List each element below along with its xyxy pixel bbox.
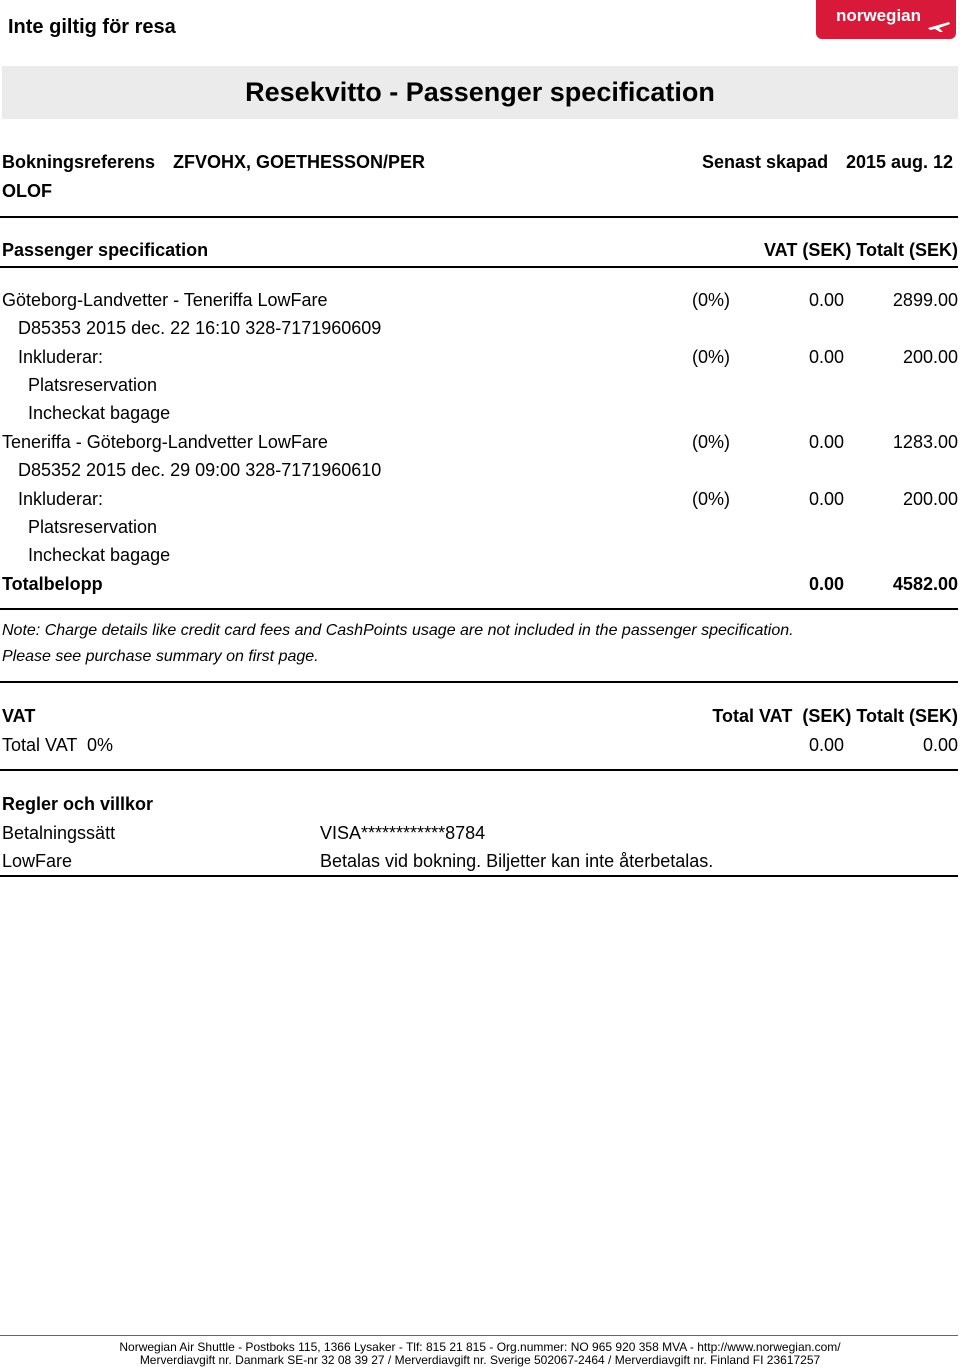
plane-icon	[927, 19, 951, 33]
spec-row-pct: (0%)	[692, 432, 731, 452]
footer-line-2: Merverdiavgift nr. Danmark SE-nr 32 08 39 27 / Merverdiavgift nr. Sverige 502067-2464 / Merverdiavgift nr. Finland FI 23617257	[139, 1353, 821, 1367]
terms-row-value: Betalas vid bokning. Biljetter kan inte återbetalas.	[320, 851, 714, 871]
note-line-1: Note: Charge details like credit card fees and CashPoints usage are not included in the passenger specification.	[2, 622, 794, 639]
vat-row-total: 0.00	[922, 735, 958, 755]
spec-row-label: Teneriffa - Göteborg-Landvetter LowFare	[2, 432, 328, 452]
spec-row-pct: (0%)	[692, 290, 731, 310]
created-value: 2015 aug. 12	[846, 152, 954, 172]
terms-row-value: VISA************8784	[320, 823, 486, 843]
total-amount-sum: 4582.00	[892, 574, 958, 594]
spec-heading: Passenger specification	[2, 240, 209, 260]
booking-ref-value-cont: OLOF	[2, 181, 52, 201]
spec-row-vat: 0.00	[808, 347, 844, 367]
divider	[0, 875, 958, 877]
vat-row-vat: 0.00	[808, 735, 844, 755]
spec-row-total: 200.00	[902, 489, 958, 509]
footer-divider	[0, 1335, 958, 1336]
terms-row-label: LowFare	[2, 851, 73, 871]
spec-row-vat: 0.00	[808, 489, 844, 509]
spec-row-label: D85353 2015 dec. 22 16:10 328-7171960609	[18, 318, 382, 338]
spec-row-label: D85352 2015 dec. 29 09:00 328-7171960610	[18, 460, 382, 480]
footer-line-1: Norwegian Air Shuttle - Postboks 115, 1366 Lysaker - Tlf: 815 21 815 - Org.nummer: NO 965 920 358 MVA - http://www.norwegian.com/	[119, 1340, 841, 1354]
divider	[0, 266, 958, 268]
spec-row-label: Incheckat bagage	[28, 403, 171, 423]
divider	[0, 216, 958, 218]
divider	[0, 769, 958, 771]
norwegian-logo	[816, 0, 956, 39]
total-amount-label: Totalbelopp	[2, 574, 103, 594]
divider	[0, 681, 958, 683]
spec-row-label: Göteborg-Landvetter - Teneriffa LowFare	[2, 290, 328, 310]
spec-row-pct: (0%)	[692, 489, 731, 509]
spec-row-vat: 0.00	[808, 290, 844, 310]
booking-ref-label: Bokningsreferens	[2, 152, 156, 172]
terms-heading: Regler och villkor	[2, 794, 154, 814]
spec-row-total: 1283.00	[892, 432, 958, 452]
spec-row-pct: (0%)	[692, 347, 731, 367]
logo-text: norwegian	[836, 6, 922, 25]
spec-column-headers: VAT (SEK) Totalt (SEK)	[764, 240, 958, 260]
divider	[0, 608, 958, 610]
created-label: Senast skapad	[702, 152, 829, 172]
total-amount-vat: 0.00	[808, 574, 844, 594]
vat-row-label: Total VAT 0%	[2, 735, 114, 755]
spec-row-total: 200.00	[902, 347, 958, 367]
booking-ref-value: ZFVOHX, GOETHESSON/PER	[173, 152, 426, 172]
spec-row-label: Platsreservation	[28, 375, 158, 395]
spec-row-vat: 0.00	[808, 432, 844, 452]
page-title: Resekvitto - Passenger specification	[245, 77, 715, 107]
spec-row-label: Inkluderar:	[18, 489, 104, 509]
note-line-2: Please see purchase summary on first page.	[2, 648, 319, 665]
terms-row-label: Betalningssätt	[2, 823, 116, 843]
spec-row-label: Platsreservation	[28, 517, 158, 537]
vat-column-headers: Total VAT (SEK) Totalt (SEK)	[712, 706, 958, 726]
invalid-notice: Inte giltig för resa	[8, 16, 176, 38]
spec-row-total: 2899.00	[892, 290, 958, 310]
vat-heading: VAT	[2, 706, 36, 726]
spec-row-label: Inkluderar:	[18, 347, 104, 367]
spec-row-label: Incheckat bagage	[28, 545, 171, 565]
